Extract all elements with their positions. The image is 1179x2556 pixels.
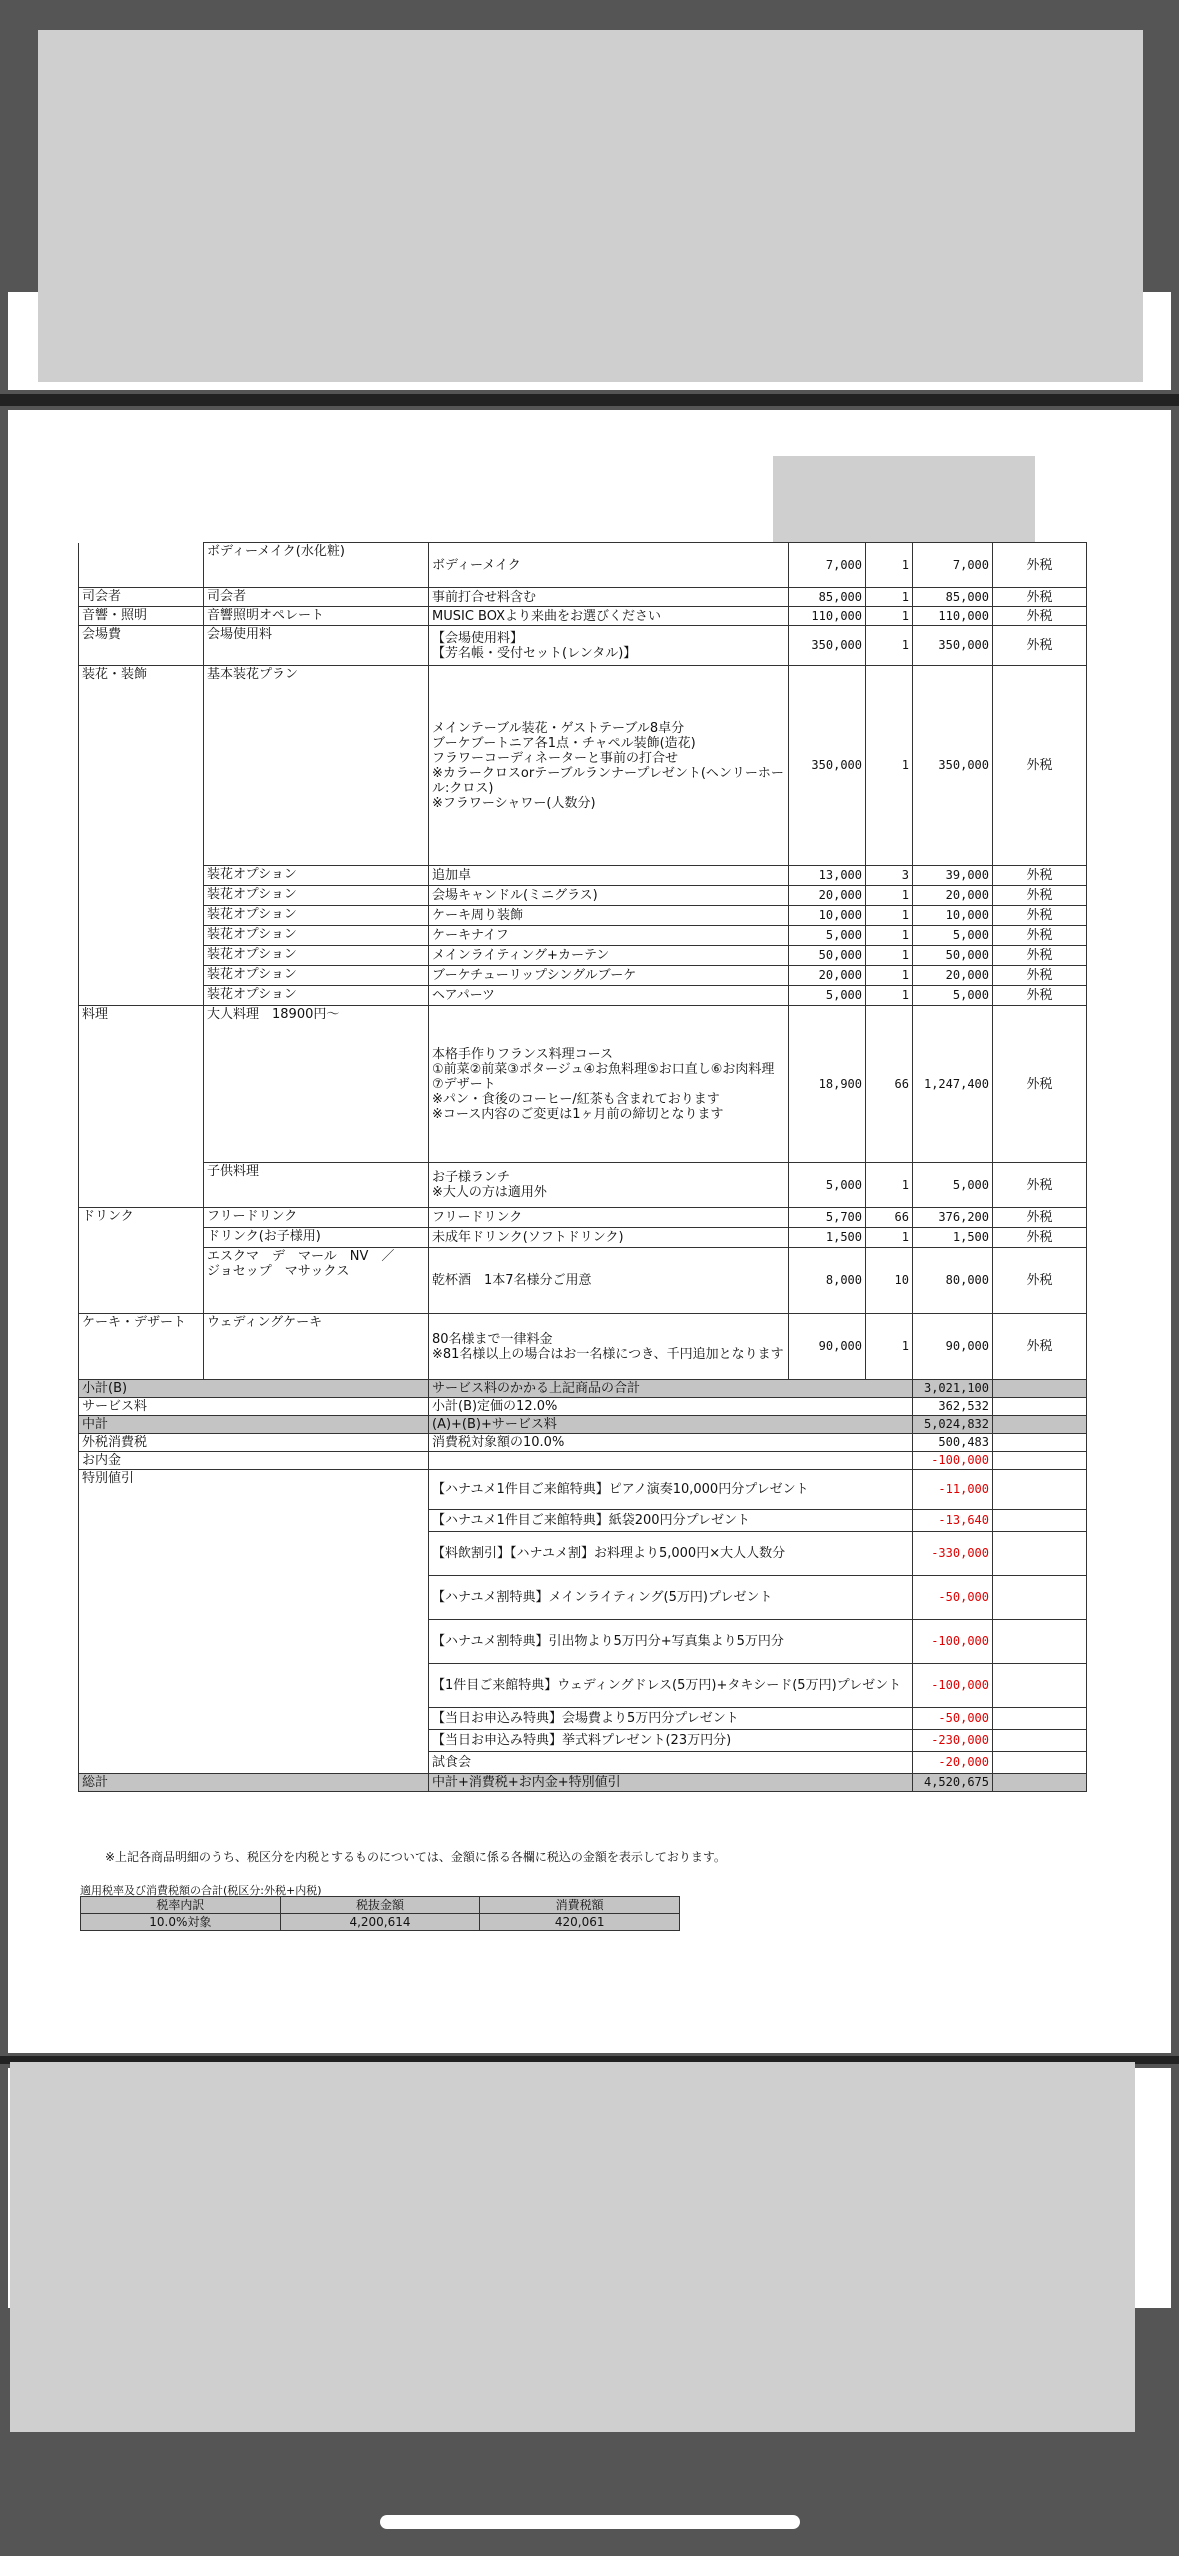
tax-summary-caption: 適用税率及び消費税額の合計(税区分:外税+内税) xyxy=(80,1884,322,1897)
discount-blank xyxy=(993,1532,1087,1576)
row-amount: 5,000 xyxy=(913,926,993,946)
row-detail: お子様ランチ ※大人の方は適用外 xyxy=(429,1163,789,1208)
row-item: 装花オプション xyxy=(204,886,429,906)
row-detail: ケーキナイフ xyxy=(429,926,789,946)
row-detail: フリードリンク xyxy=(429,1208,789,1228)
row-amount: 350,000 xyxy=(913,666,993,866)
row-unit-price: 50,000 xyxy=(789,946,866,966)
tax-summary-table xyxy=(80,1896,680,1931)
row-amount: 90,000 xyxy=(913,1314,993,1380)
row-quantity: 66 xyxy=(866,1208,913,1228)
summary-description: 小計(B)定価の12.0% xyxy=(429,1398,913,1416)
row-tax-type: 外税 xyxy=(993,946,1087,966)
row-amount: 85,000 xyxy=(913,588,993,607)
row-amount: 20,000 xyxy=(913,966,993,986)
summary-description xyxy=(429,1452,913,1470)
row-unit-price: 1,500 xyxy=(789,1228,866,1248)
row-item: 司会者 xyxy=(204,588,429,607)
tax-display-note: ※上記各商品明細のうち、税区分を内税とするものについては、金額に係る各欄に税込の金額を表示しております。 xyxy=(105,1850,726,1864)
discount-description: 【料飲割引】【ハナユメ割】お料理より5,000円×大人人数分 xyxy=(429,1532,913,1576)
row-item: ボディーメイク(水化粧) xyxy=(204,543,429,588)
row-unit-price: 20,000 xyxy=(789,886,866,906)
summary-amount: 3,021,100 xyxy=(913,1380,993,1398)
discount-amount: -20,000 xyxy=(913,1752,993,1774)
discount-blank xyxy=(993,1752,1087,1774)
row-amount: 5,000 xyxy=(913,1163,993,1208)
summary-row xyxy=(79,1774,1087,1792)
row-tax-type: 外税 xyxy=(993,543,1087,588)
row-quantity: 66 xyxy=(866,1006,913,1163)
discount-row xyxy=(79,1470,1087,1510)
summary-amount: 4,520,675 xyxy=(913,1774,993,1792)
row-quantity: 1 xyxy=(866,666,913,866)
row-tax-type: 外税 xyxy=(993,986,1087,1006)
row-quantity: 1 xyxy=(866,886,913,906)
row-quantity: 1 xyxy=(866,588,913,607)
row-item: エスクマ デ マール NV ／ ジョセップ マサックス xyxy=(204,1248,429,1314)
row-category: 司会者 xyxy=(79,588,204,607)
tax-header-tax: 消費税額 xyxy=(480,1897,680,1914)
table-row xyxy=(79,886,1087,906)
summary-row xyxy=(79,1416,1087,1434)
row-item: 大人料理 18900円～ xyxy=(204,1006,429,1163)
row-tax-type: 外税 xyxy=(993,1314,1087,1380)
tax-header-excl: 税抜金額 xyxy=(280,1897,480,1914)
row-tax-type: 外税 xyxy=(993,966,1087,986)
row-detail: 【会場使用料】 【芳名帳・受付セット(レンタル)】 xyxy=(429,626,789,666)
summary-description: 消費税対象額の10.0% xyxy=(429,1434,913,1452)
row-unit-price: 110,000 xyxy=(789,607,866,626)
table-row xyxy=(79,1314,1087,1380)
discount-description: 【1件目ご来館特典】ウェディングドレス(5万円)+タキシード(5万円)プレゼント xyxy=(429,1664,913,1708)
row-item: 子供料理 xyxy=(204,1163,429,1208)
discount-amount: -230,000 xyxy=(913,1730,993,1752)
row-unit-price: 350,000 xyxy=(789,666,866,866)
discount-amount: -50,000 xyxy=(913,1708,993,1730)
tax-excl-value: 4,200,614 xyxy=(280,1914,480,1931)
row-tax-type: 外税 xyxy=(993,626,1087,666)
row-amount: 376,200 xyxy=(913,1208,993,1228)
row-amount: 350,000 xyxy=(913,626,993,666)
row-tax-type: 外税 xyxy=(993,906,1087,926)
discount-description: 試食会 xyxy=(429,1752,913,1774)
row-unit-price: 350,000 xyxy=(789,626,866,666)
row-item: ウェディングケーキ xyxy=(204,1314,429,1380)
row-quantity: 1 xyxy=(866,1163,913,1208)
row-detail: 80名様まで一律料金 ※81名様以上の場合はお一名様につき、千円追加となります xyxy=(429,1314,789,1380)
summary-row xyxy=(79,1398,1087,1416)
summary-amount: 362,532 xyxy=(913,1398,993,1416)
row-category xyxy=(79,543,204,588)
row-unit-price: 90,000 xyxy=(789,1314,866,1380)
summary-label: 小計(B) xyxy=(79,1380,429,1398)
row-item: ドリンク(お子様用) xyxy=(204,1228,429,1248)
row-detail: ヘアパーツ xyxy=(429,986,789,1006)
row-quantity: 1 xyxy=(866,946,913,966)
row-amount: 39,000 xyxy=(913,866,993,886)
row-tax-type: 外税 xyxy=(993,1006,1087,1163)
summary-description: (A)+(B)+サービス料 xyxy=(429,1416,913,1434)
row-quantity: 1 xyxy=(866,1314,913,1380)
row-item: 音響照明オペレート xyxy=(204,607,429,626)
row-tax-type: 外税 xyxy=(993,926,1087,946)
row-unit-price: 7,000 xyxy=(789,543,866,588)
summary-amount: 500,483 xyxy=(913,1434,993,1452)
table-row xyxy=(79,1228,1087,1248)
summary-amount: -100,000 xyxy=(913,1452,993,1470)
row-item: 装花オプション xyxy=(204,966,429,986)
table-row xyxy=(79,607,1087,626)
redacted-stamp-area xyxy=(773,456,1035,542)
row-unit-price: 10,000 xyxy=(789,906,866,926)
row-unit-price: 13,000 xyxy=(789,866,866,886)
row-item: 装花オプション xyxy=(204,986,429,1006)
row-category: 装花・装飾 xyxy=(79,666,204,1006)
discount-blank xyxy=(993,1576,1087,1620)
home-indicator[interactable] xyxy=(380,2515,800,2529)
row-detail: 追加卓 xyxy=(429,866,789,886)
summary-description: サービス料のかかる上記商品の合計 xyxy=(429,1380,913,1398)
row-quantity: 1 xyxy=(866,966,913,986)
row-detail: 乾杯酒 1本7名様分ご用意 xyxy=(429,1248,789,1314)
row-quantity: 1 xyxy=(866,1228,913,1248)
row-detail: ブーケチューリップシングルブーケ xyxy=(429,966,789,986)
table-row xyxy=(79,626,1087,666)
discount-amount: -100,000 xyxy=(913,1664,993,1708)
summary-label: 総計 xyxy=(79,1774,429,1792)
row-detail: 未成年ドリンク(ソフトドリンク) xyxy=(429,1228,789,1248)
table-row xyxy=(79,1208,1087,1228)
summary-label: 中計 xyxy=(79,1416,429,1434)
redacted-area-bottom xyxy=(10,2062,1135,2432)
summary-blank xyxy=(993,1416,1087,1434)
discount-description: 【ハナユメ割特典】引出物より5万円分+写真集より5万円分 xyxy=(429,1620,913,1664)
table-row xyxy=(79,866,1087,886)
table-row xyxy=(79,1248,1087,1314)
row-unit-price: 5,000 xyxy=(789,926,866,946)
row-amount: 110,000 xyxy=(913,607,993,626)
discount-description: 【ハナユメ割特典】メインライティング(5万円)プレゼント xyxy=(429,1576,913,1620)
discount-amount: -100,000 xyxy=(913,1620,993,1664)
row-detail: 事前打合せ料含む xyxy=(429,588,789,607)
row-item: 装花オプション xyxy=(204,866,429,886)
discount-amount: -13,640 xyxy=(913,1510,993,1532)
row-amount: 1,247,400 xyxy=(913,1006,993,1163)
summary-blank xyxy=(993,1398,1087,1416)
row-unit-price: 85,000 xyxy=(789,588,866,607)
row-category: 料理 xyxy=(79,1006,204,1208)
discount-amount: -330,000 xyxy=(913,1532,993,1576)
row-unit-price: 8,000 xyxy=(789,1248,866,1314)
discount-amount: -11,000 xyxy=(913,1470,993,1510)
summary-row xyxy=(79,1380,1087,1398)
row-detail: 本格手作りフランス料理コース ①前菜②前菜③ポタージュ④お魚料理⑤お口直し⑥お肉料理⑦デザート ※パン・食後のコーヒー/紅茶も含まれております ※コース内容のご変更は1ヶ月前の締切となります xyxy=(429,1006,789,1163)
row-item: 装花オプション xyxy=(204,946,429,966)
row-tax-type: 外税 xyxy=(993,588,1087,607)
row-tax-type: 外税 xyxy=(993,866,1087,886)
redacted-area-top xyxy=(38,30,1143,382)
summary-row xyxy=(79,1434,1087,1452)
row-unit-price: 5,000 xyxy=(789,986,866,1006)
row-quantity: 1 xyxy=(866,986,913,1006)
tax-rate-value: 10.0%対象 xyxy=(81,1914,281,1931)
row-tax-type: 外税 xyxy=(993,607,1087,626)
table-row xyxy=(79,946,1087,966)
row-amount: 10,000 xyxy=(913,906,993,926)
row-tax-type: 外税 xyxy=(993,1228,1087,1248)
discount-category: 特別値引 xyxy=(79,1470,429,1774)
row-tax-type: 外税 xyxy=(993,886,1087,906)
discount-description: 【当日お申込み特典】挙式料プレゼント(23万円分) xyxy=(429,1730,913,1752)
row-quantity: 1 xyxy=(866,926,913,946)
summary-label: お内金 xyxy=(79,1452,429,1470)
discount-blank xyxy=(993,1664,1087,1708)
discount-blank xyxy=(993,1708,1087,1730)
row-tax-type: 外税 xyxy=(993,666,1087,866)
table-row xyxy=(79,1163,1087,1208)
row-quantity: 1 xyxy=(866,906,913,926)
row-category: 会場費 xyxy=(79,626,204,666)
row-amount: 20,000 xyxy=(913,886,993,906)
tax-amount-value: 420,061 xyxy=(480,1914,680,1931)
table-row xyxy=(79,588,1087,607)
discount-description: 【ハナユメ1件目ご来館特典】紙袋200円分プレゼント xyxy=(429,1510,913,1532)
row-item: フリードリンク xyxy=(204,1208,429,1228)
row-category: ドリンク xyxy=(79,1208,204,1314)
discount-description: 【当日お申込み特典】会場費より5万円分プレゼント xyxy=(429,1708,913,1730)
summary-blank xyxy=(993,1774,1087,1792)
row-unit-price: 5,000 xyxy=(789,1163,866,1208)
summary-blank xyxy=(993,1434,1087,1452)
table-row xyxy=(79,666,1087,866)
row-category: 音響・照明 xyxy=(79,607,204,626)
row-item: 基本装花プラン xyxy=(204,666,429,866)
tax-header-rate: 税率内訳 xyxy=(81,1897,281,1914)
discount-blank xyxy=(993,1470,1087,1510)
table-row xyxy=(79,966,1087,986)
row-quantity: 3 xyxy=(866,866,913,886)
row-tax-type: 外税 xyxy=(993,1208,1087,1228)
table-row xyxy=(79,1006,1087,1163)
row-detail: MUSIC BOXより来曲をお選びください xyxy=(429,607,789,626)
discount-amount: -50,000 xyxy=(913,1576,993,1620)
row-quantity: 1 xyxy=(866,626,913,666)
row-detail: ボディーメイク xyxy=(429,543,789,588)
summary-label: 外税消費税 xyxy=(79,1434,429,1452)
row-item: 装花オプション xyxy=(204,926,429,946)
row-detail: メインテーブル装花・ゲストテーブル8卓分 ブーケブートニア各1点・チャペル装飾(造花) フラワーコーディネーターと事前の打合せ ※カラークロスorテーブルランナープレゼント(ヘンリーホール:クロス) ※フラワーシャワー(人数分) xyxy=(429,666,789,866)
row-unit-price: 18,900 xyxy=(789,1006,866,1163)
row-amount: 5,000 xyxy=(913,986,993,1006)
summary-label: サービス料 xyxy=(79,1398,429,1416)
row-tax-type: 外税 xyxy=(993,1248,1087,1314)
estimate-table xyxy=(78,542,1087,1792)
discount-blank xyxy=(993,1510,1087,1532)
summary-description: 中計+消費税+お内金+特別値引 xyxy=(429,1774,913,1792)
row-detail: 会場キャンドル(ミニグラス) xyxy=(429,886,789,906)
table-row xyxy=(79,926,1087,946)
row-item: 会場使用料 xyxy=(204,626,429,666)
row-item: 装花オプション xyxy=(204,906,429,926)
summary-blank xyxy=(993,1452,1087,1470)
row-quantity: 1 xyxy=(866,607,913,626)
row-tax-type: 外税 xyxy=(993,1163,1087,1208)
table-row xyxy=(79,986,1087,1006)
row-amount: 7,000 xyxy=(913,543,993,588)
row-quantity: 1 xyxy=(866,543,913,588)
summary-amount: 5,024,832 xyxy=(913,1416,993,1434)
estimate-page xyxy=(8,410,1171,2053)
row-amount: 50,000 xyxy=(913,946,993,966)
page-divider-top xyxy=(0,394,1179,406)
table-row xyxy=(79,906,1087,926)
summary-blank xyxy=(993,1380,1087,1398)
row-amount: 80,000 xyxy=(913,1248,993,1314)
row-detail: ケーキ周り装飾 xyxy=(429,906,789,926)
table-row xyxy=(79,543,1087,588)
discount-blank xyxy=(993,1730,1087,1752)
row-detail: メインライティング+カーテン xyxy=(429,946,789,966)
row-quantity: 10 xyxy=(866,1248,913,1314)
row-unit-price: 5,700 xyxy=(789,1208,866,1228)
row-unit-price: 20,000 xyxy=(789,966,866,986)
summary-row xyxy=(79,1452,1087,1470)
discount-blank xyxy=(993,1620,1087,1664)
discount-description: 【ハナユメ1件目ご来館特典】ピアノ演奏10,000円分プレゼント xyxy=(429,1470,913,1510)
row-amount: 1,500 xyxy=(913,1228,993,1248)
row-category: ケーキ・デザート xyxy=(79,1314,204,1380)
